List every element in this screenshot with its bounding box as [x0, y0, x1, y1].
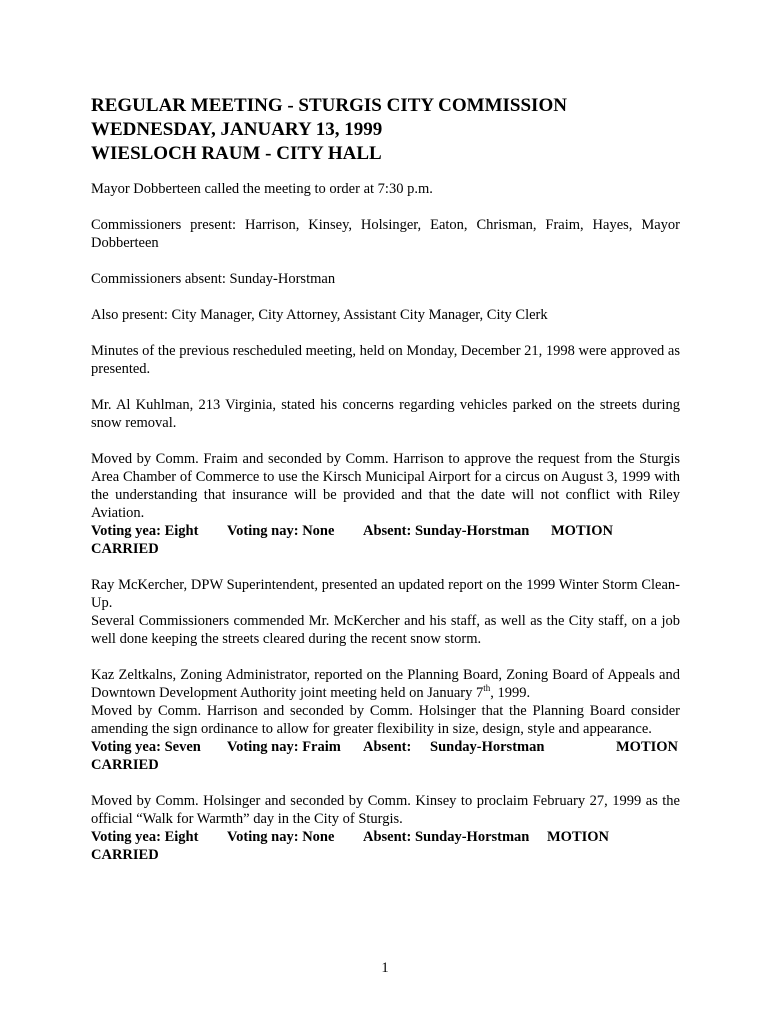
- vote-nay: Voting nay: Fraim: [227, 739, 341, 755]
- motion-walk-for-warmth: [91, 792, 680, 864]
- document-page: [91, 94, 680, 882]
- vote-yea: Voting yea: Eight: [91, 523, 199, 539]
- vote-motion: MOTION: [616, 739, 679, 755]
- dpw-commendation-text: Several Commissioners commended Mr. McKercher and his staff, as well as the City staff, on a job well done keeping the streets cleared during the recent snow storm.: [91, 613, 680, 647]
- also-present-paragraph: Also present: City Manager, City Attorney, Assistant City Manager, City Clerk: [91, 307, 548, 323]
- vote-motion: MOTION: [547, 829, 610, 845]
- heading-meeting-date: WEDNESDAY, JANUARY 13, 1999: [91, 119, 383, 140]
- motion-sign-ordinance: [91, 666, 680, 774]
- vote-absent-name: Sunday-Horstman: [430, 739, 545, 755]
- zoning-report-main: Kaz Zeltkalns, Zoning Administrator, reported on the Planning Board, Zoning Board of Appeals and Downtown Development Authority joint meeting held on January 7: [91, 667, 680, 701]
- vote-carried: CARRIED: [91, 847, 159, 863]
- motion-text: Moved by Comm. Holsinger and seconded by Comm. Kinsey to proclaim February 27, 1999 as the official “Walk for Warmth” day in the City of Sturgis.: [91, 793, 680, 827]
- vote-absent: Absent: Sunday-Horstman: [363, 523, 530, 539]
- motion-text: Moved by Comm. Harrison and seconded by Comm. Holsinger that the Planning Board consider amending the sign ordinance to allow for greater flexibility in size, design, style and appearance.: [91, 703, 680, 737]
- heading-meeting-title: REGULAR MEETING - STURGIS CITY COMMISSION: [91, 95, 567, 116]
- vote-nay: Voting nay: None: [227, 523, 335, 539]
- commissioners-absent-paragraph: Commissioners absent: Sunday-Horstman: [91, 271, 336, 287]
- public-comment-paragraph: Mr. Al Kuhlman, 213 Virginia, stated his concerns regarding vehicles parked on the streets during snow removal.: [91, 397, 680, 431]
- vote-result: [91, 522, 680, 540]
- document-heading: [91, 94, 680, 166]
- vote-absent: Absent: Sunday-Horstman: [363, 829, 530, 845]
- motion-text: Moved by Comm. Fraim and seconded by Comm. Harrison to approve the request from the Sturgis Area Chamber of Commerce to use the Kirsch Municipal Airport for a circus on August 3, 1999 with the understanding that insurance will be provided and that the date will not conflict with Riley Aviation.: [91, 451, 680, 521]
- vote-nay: Voting nay: None: [227, 829, 335, 845]
- dpw-report-text: Ray McKercher, DPW Superintendent, presented an updated report on the 1999 Winter Storm Clean-Up.: [91, 577, 680, 611]
- vote-absent: Absent:: [363, 739, 412, 755]
- commissioners-present-paragraph: Commissioners present: Harrison, Kinsey, Holsinger, Eaton, Chrisman, Fraim, Hayes, Mayor Dobberteen: [91, 217, 680, 251]
- page-number: 1: [381, 960, 389, 976]
- vote-result: [91, 828, 680, 846]
- minutes-approval-paragraph: Minutes of the previous rescheduled meeting, held on Monday, December 21, 1998 were approved as presented.: [91, 343, 680, 377]
- heading-meeting-location: WIESLOCH RAUM - CITY HALL: [91, 143, 382, 164]
- zoning-report-ordinal: th: [483, 683, 491, 694]
- zoning-report-text: [91, 666, 680, 702]
- vote-motion: MOTION: [551, 523, 614, 539]
- vote-result: [91, 738, 680, 756]
- dpw-report: [91, 576, 680, 648]
- vote-carried: CARRIED: [91, 541, 159, 557]
- motion-airport-circus: [91, 450, 680, 558]
- vote-yea: Voting yea: Eight: [91, 829, 199, 845]
- zoning-report-year: , 1999.: [490, 685, 531, 701]
- vote-carried: CARRIED: [91, 757, 159, 773]
- vote-yea: Voting yea: Seven: [91, 739, 201, 755]
- call-to-order-paragraph: Mayor Dobberteen called the meeting to order at 7:30 p.m.: [91, 181, 433, 197]
